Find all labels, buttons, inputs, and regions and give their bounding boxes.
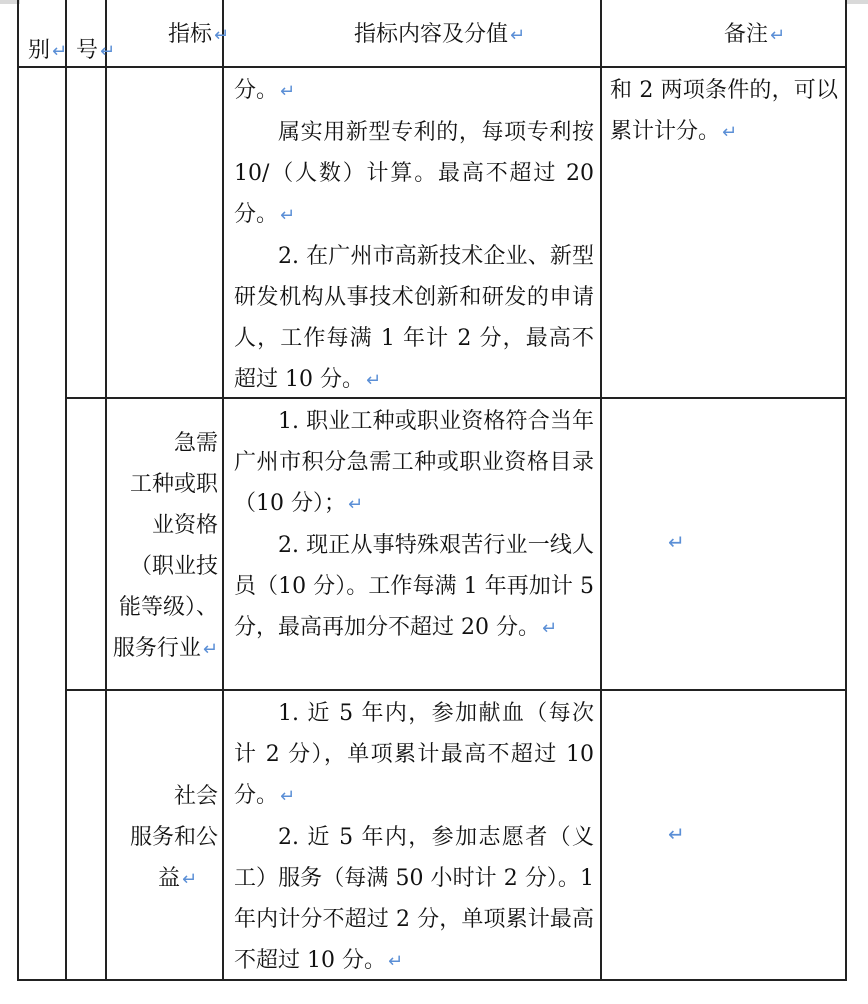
- row3-indicator: [112, 776, 218, 900]
- header-divider: [17, 66, 847, 68]
- row-divider: [65, 689, 847, 691]
- indicator-line: 急需: [173, 431, 218, 456]
- table-divider: [105, 0, 107, 980]
- remark-paragraph: 和 2 两项条件的，可以累计计分。 ↵: [610, 78, 838, 144]
- header-content: 指标内容及分值 ↵: [354, 22, 526, 47]
- row2-content: [234, 401, 594, 649]
- row3-content: [234, 693, 594, 982]
- row1-remark: [610, 70, 838, 153]
- table-divider: [600, 0, 602, 980]
- table-border-left: [17, 0, 19, 980]
- top-strip: [845, 0, 868, 4]
- content-paragraph: 属实用新型专利的，每项专利按 10/（人数）计算。最高不超过 20 分。 ↵: [234, 120, 594, 227]
- row3-remark-mark: ↵: [668, 822, 685, 846]
- header-remark: 备注 ↵: [724, 22, 786, 47]
- indicator-line: 服务和公: [129, 825, 218, 850]
- table-divider: [222, 0, 224, 980]
- content-paragraph: 2. 在广州市高新技术企业、新型研发机构从事技术创新和研发的申请人，工作每满 1 年计 2 分，最高不超过 10 分。 ↵: [234, 244, 594, 392]
- content-paragraph: 2. 近 5 年内，参加志愿者（义工）服务（每满 50 小时计 2 分）。1 年内计分不超过 2 分，单项累计最高不超过 10 分。 ↵: [234, 825, 594, 973]
- indicator-line: （职业技: [129, 554, 218, 579]
- content-paragraph: 2. 现正从事特殊艰苦行业一线人员（10 分）。工作每满 1 年再加计 5 分，最高再加分不超过 20 分。 ↵: [234, 533, 594, 640]
- row2-indicator: [112, 423, 218, 670]
- table-border-right: [845, 0, 847, 980]
- row1-content: [234, 70, 594, 401]
- header-bie: 别 ↵: [28, 38, 68, 63]
- table-divider: [65, 0, 67, 980]
- indicator-line: 能等级）、: [118, 595, 218, 620]
- content-paragraph: 分。 ↵: [234, 78, 296, 103]
- indicator-line: 益 ↵: [158, 866, 198, 891]
- content-paragraph: 1. 职业工种或职业资格符合当年广州市积分急需工种或职业资格目录（10 分）； ↵: [234, 409, 594, 516]
- indicator-line: 服务行业 ↵: [112, 636, 218, 661]
- header-hao: 号 ↵: [76, 38, 116, 63]
- indicator-line: 业资格: [151, 513, 218, 538]
- header-indicator: 指标 ↵: [168, 22, 230, 47]
- indicator-line: 社会: [173, 784, 218, 809]
- content-paragraph: 1. 近 5 年内，参加献血（每次计 2 分），单项累计最高不超过 10 分。 ↵: [234, 701, 594, 808]
- indicator-line: 工种或职: [129, 472, 218, 497]
- row2-remark-mark: ↵: [668, 530, 685, 554]
